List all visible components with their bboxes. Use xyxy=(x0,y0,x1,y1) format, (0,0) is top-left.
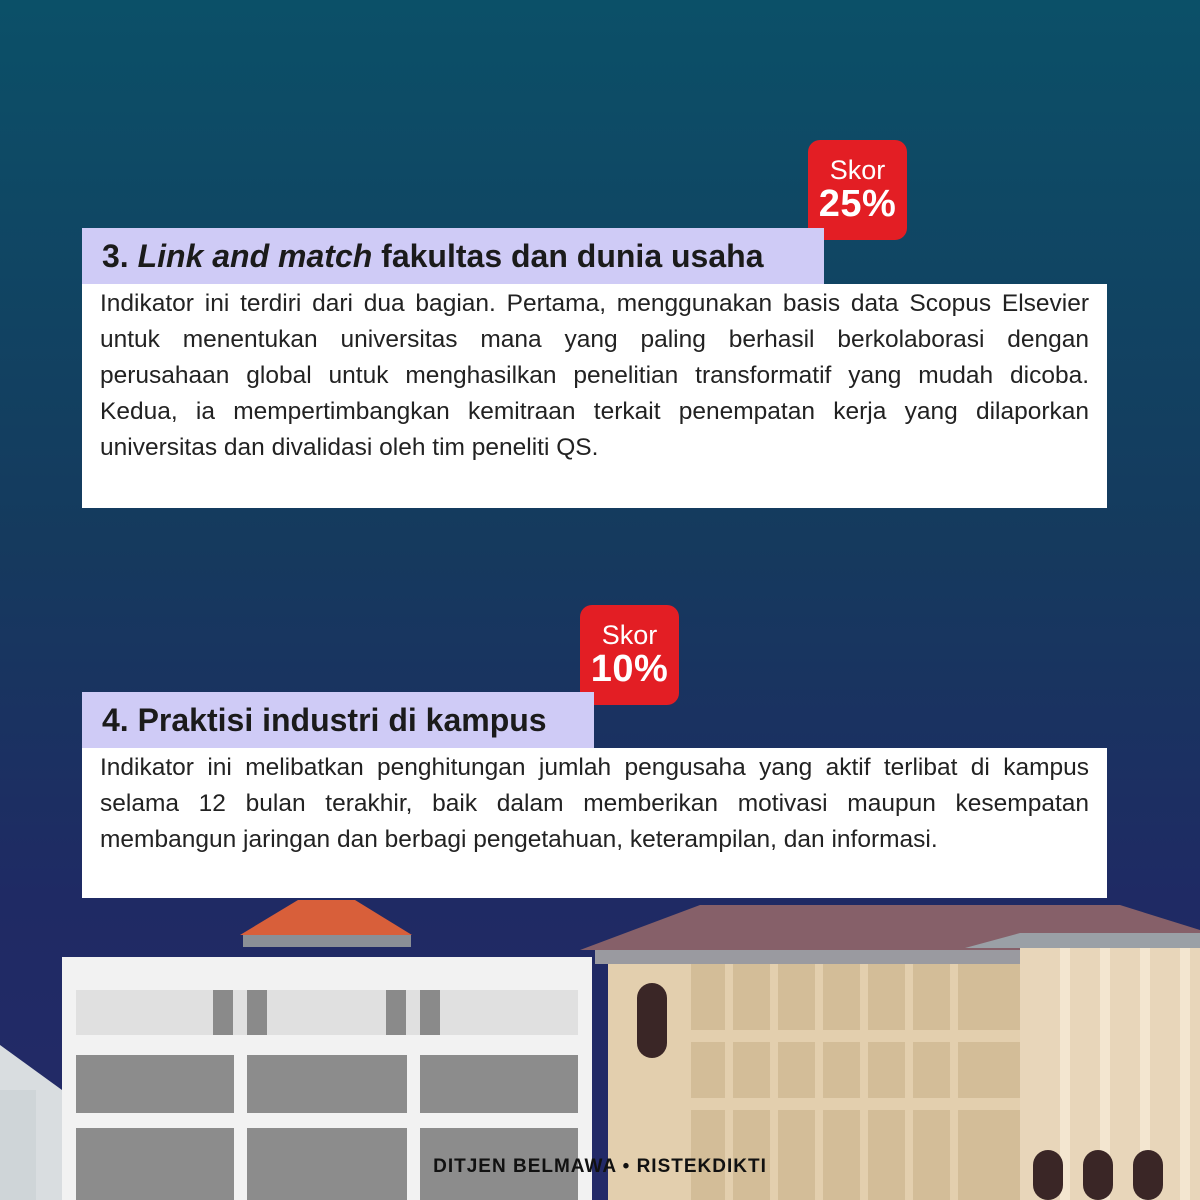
campus-buildings-illustration xyxy=(0,890,1200,1200)
section-title-rest: fakultas dan dunia usaha xyxy=(381,238,764,274)
section-4-title xyxy=(82,692,594,748)
score-badge-25 xyxy=(808,140,907,240)
section-number: 4. xyxy=(102,702,129,738)
section-4-body xyxy=(82,748,1107,898)
score-badge-label: Skor xyxy=(601,620,658,650)
section-number: 3. xyxy=(102,238,129,274)
section-3-body xyxy=(82,284,1107,508)
section-3-title xyxy=(82,228,824,284)
score-badge-label: Skor xyxy=(829,155,886,185)
score-badge-value: 10% xyxy=(590,648,669,690)
section-4-text: Indikator ini melibatkan penghitungan jumlah pengusaha yang aktif terlibat di kampus selama 12 bulan terakhir, baik dalam memberikan motivasi maupun kesempatan membangun jaringan dan berbagi pengetahuan, keterampilan, dan informasi. xyxy=(100,754,1089,853)
section-3-text: Indikator ini terdiri dari dua bagian. Pertama, menggunakan basis data Scopus Elsevier untuk menentukan universitas mana yang paling berhasil berkolaborasi dengan perusahaan global untuk menghasilkan penelitian transformatif yang mudah dicoba. Kedua, ia mempertimbangkan kemitraan terkait penempatan kerja yang dilaporkan universitas dan divalidasi oleh tim peneliti QS. xyxy=(100,290,1089,461)
footer-credit: DITJEN BELMAWA • RISTEKDIKTI xyxy=(433,1156,767,1177)
score-badge-value: 25% xyxy=(818,183,897,225)
score-badge-10 xyxy=(580,605,679,705)
section-title-text: Praktisi industri di kampus xyxy=(137,702,547,738)
section-title-italic: Link and match xyxy=(137,238,373,274)
